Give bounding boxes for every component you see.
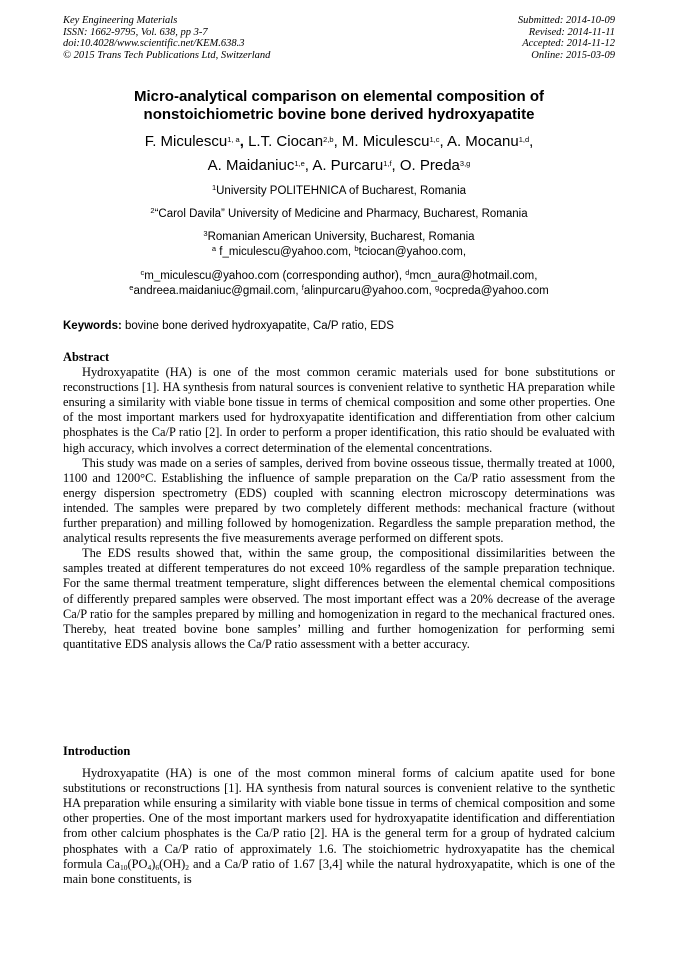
keywords-label: Keywords: <box>63 320 122 332</box>
formula-sub: 4 <box>147 862 152 872</box>
email-line <box>40 284 638 299</box>
email: m_miculescu@yahoo.com (corresponding author), <box>144 270 406 282</box>
formula-sub: 2 <box>185 862 190 872</box>
author-line: F. Miculescu$^{1, a}$, L.T. Ciocan$^{2,b}$, M. Miculescu$^{1,c}$, A. Mocanu$^{1,d}$, <box>144 133 534 150</box>
author-list <box>40 130 638 178</box>
email-sup: f <box>301 283 304 292</box>
formula-part: (PO <box>127 856 148 871</box>
submission-dates <box>518 15 615 61</box>
introduction-section <box>63 744 615 887</box>
abstract-section <box>63 350 615 652</box>
author-sup: 1, a <box>227 135 240 144</box>
abstract-paragraph: This study was made on a series of samples, derived from bovine osseous tissue, thermally treated at 1000, 1100 and 1200°C. Establishing the influence of sample preparation on the Ca/P ratio assessment from the energy dispersion spectrometry (EDS) coupled with scanning electron microscopy determinations was intended. The samples were prepared by two completely different methods: mechanical fracture (without further preparation) and milling followed by homogenization. Regardless the sample preparation method, the analytical results represents the five measurements average performed on different spots. <box>63 455 615 546</box>
title-line: nonstoichiometric bovine bone derived hydroxyapatite <box>143 106 535 123</box>
author-sup: 1,e <box>294 159 305 168</box>
abstract-paragraph: Hydroxyapatite (HA) is one of the most common ceramic materials used for bone substitutions or reconstructions [1]. HA synthesis from natural sources is convenient relative to synthetic HA preparation while ensuring a similarity with viable bone tissue in terms of chemical composition and some other properties. One of the most important markers used for hydroxyapatite identification and differentiation from other calcium phosphates is the Ca/P ratio [2]. In order to perform a proper identification, this ratio should be evaluated with high accuracy, which involves a correct determination of the elemental concentrations. <box>63 365 615 455</box>
journal-info <box>63 15 270 61</box>
email-sup: a <box>211 244 217 253</box>
email: andreea.maidaniuc@gmail.com, <box>133 285 302 297</box>
affiliation <box>40 180 638 203</box>
affiliation <box>40 203 638 226</box>
journal-doi: doi:10.4028/www.scientific.net/KEM.638.3 <box>63 38 245 49</box>
email-line <box>40 245 638 260</box>
email: f_miculescu@yahoo.com, <box>216 246 355 258</box>
keywords-text: bovine bone derived hydroxyapatite, Ca/P ratio, EDS <box>121 320 394 332</box>
introduction-paragraph <box>63 766 615 887</box>
journal-name: Key Engineering Materials <box>63 15 178 26</box>
email-sup: g <box>435 283 440 292</box>
date-revised: Revised: 2014-11-11 <box>528 26 615 38</box>
date-online: Online: 2015-03-09 <box>531 49 615 61</box>
keywords <box>63 319 615 333</box>
email-line <box>40 269 638 284</box>
formula-part: ) <box>151 856 156 871</box>
journal-issn: ISSN: 1662-9795, Vol. 638, pp 3-7 <box>63 26 208 38</box>
date-submitted: Submitted: 2014-10-09 <box>517 15 615 26</box>
affiliation-sup: 1 <box>211 183 217 192</box>
chemical-formula <box>106 857 189 871</box>
affiliation-text: Romanian American University, Bucharest, Romania <box>207 231 475 243</box>
abstract-paragraph: The EDS results showed that, within the same group, the compositional dissimilarities between the samples treated at different temperatures do not exceed 10% regardless of the sample preparation technique. For the same thermal treatment temperature, slight differences between the elemental chemical compositions of differently prepared samples were observed. The most important effect was a 20% decrease of the average Ca/P ratio for the samples prepared by milling and homogenization in regard to the mechanical fractured ones. Thereby, heat treated bovine bone samples’ milling and further homogenization for performing semi quantitative EDS analysis allows the Ca/P ratio assessment with a better accuracy. <box>63 546 615 651</box>
email: ocpreda@yahoo.com <box>439 285 549 297</box>
formula-part: (OH) <box>159 856 186 871</box>
paper-title <box>40 88 638 124</box>
author-line: A. Maidaniuc$^{1,e}$, A. Purcaru$^{1,f}$, O. Preda$^{3,g}$ <box>207 157 471 174</box>
email: tciocan@yahoo.com, <box>358 246 467 258</box>
affiliations <box>40 180 638 249</box>
author-sup: 1,d <box>518 135 530 144</box>
author-name: M. Miculescu <box>341 133 430 150</box>
email-sup: c <box>140 268 145 277</box>
author-sup: 1,c <box>429 135 440 144</box>
author-name: L.T. Ciocan <box>248 133 324 150</box>
formula-sub: 10 <box>120 862 128 872</box>
title-line: Micro-analytical comparison on elemental composition of <box>133 88 545 105</box>
affiliation-text: University POLITEHNICA of Bucharest, Romania <box>216 185 467 197</box>
affiliation-sup: 3 <box>203 229 208 238</box>
author-name: A. Purcaru <box>312 157 384 174</box>
author-name: O. Preda <box>399 157 460 174</box>
formula-part: Ca <box>106 856 120 871</box>
author-sup: 1,f <box>383 159 392 168</box>
date-accepted: Accepted: 2014-11-12 <box>522 38 615 49</box>
formula-sub: 6 <box>155 862 160 872</box>
intro-text: Hydroxyapatite (HA) is one of the most common mineral forms of calcium apatite used for bone substitutions or reconstructions [1]. HA synthesis from natural sources is convenient relative to the synthetic HA preparation while ensuring a similarity with viable bone tissue in terms of chemical composition and some other properties. One of the most important markers used for hydroxyapatite identification and differentiation from other calcium phosphates is the Ca/P ratio [2]. HA is the general term for a group of hydrated calcium phosphates with a Ca/P ratio of approximately 1.6. The stoichiometric hydroxyapatite has the chemical formula <box>63 766 615 871</box>
author-name: A. Maidaniuc <box>207 157 295 174</box>
author-sup: 3,g <box>459 159 471 168</box>
abstract-heading: Abstract <box>63 350 110 364</box>
introduction-heading: Introduction <box>63 744 131 758</box>
affiliation-sup: 2 <box>150 206 155 215</box>
author-sup: 2,b <box>323 135 334 144</box>
journal-copyright: © 2015 Trans Tech Publications Ltd, Switzerland <box>63 49 271 61</box>
author-name: A. Mocanu <box>446 133 519 150</box>
affiliation-text: “Carol Davila” University of Medicine and Pharmacy, Bucharest, Romania <box>154 208 528 220</box>
email-sup: b <box>354 244 359 253</box>
intro-text: and a Ca/P ratio of 1.67 [3,4] while the natural hydroxyapatite, which is one of the main bone constituents, is <box>63 856 615 886</box>
author-emails <box>40 245 638 299</box>
email: mcn_aura@hotmail.com, <box>409 270 538 282</box>
email-sup: e <box>129 283 134 292</box>
author-name: F. Miculescu <box>144 133 228 150</box>
email-sup: d <box>405 268 410 277</box>
email: alinpurcaru@yahoo.com, <box>303 285 436 297</box>
